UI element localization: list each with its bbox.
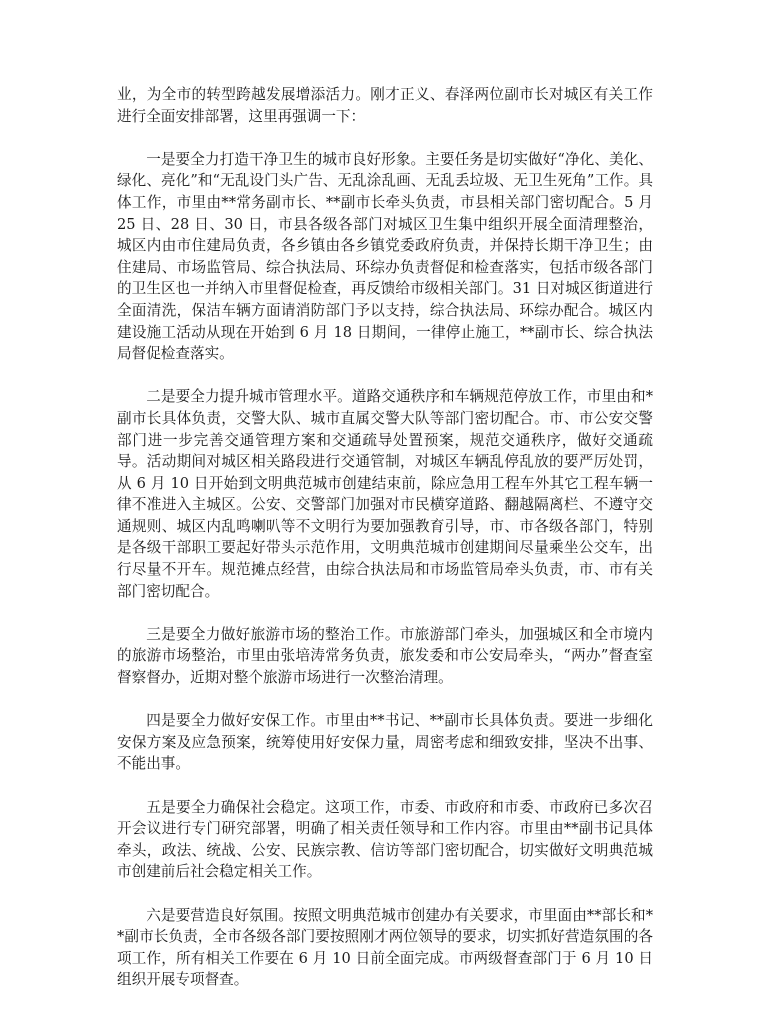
paragraph-stability: 五是要全力确保社会稳定。这项工作，市委、市政府和市委、市政府已多次召开会议进行专门研究部署，明确了相关责任领导和工作内容。市里由**副书记具体牵头，政法、统战、公安、民族宗教、信访等部门密切配合，切实做好文明典范城市创建前后社会稳定相关工作。 <box>117 798 653 881</box>
paragraph-atmosphere: 六是要营造良好氛围。按照文明典范城市创建办有关要求，市里面由**部长和**副市长负责，全市各级各部门要按照刚才两位领导的要求，切实抓好营造氛围的各项工作，所有相关工作要在 6 月 10 日前全面完成。市两级督查部门于 6 月 10 日组织开展专项督查。 <box>117 906 653 989</box>
paragraph-city-management: 二是要全力提升城市管理水平。道路交通秩序和车辆规范停放工作，市里由和*副市长具体负责，交警大队、城市直属交警大队等部门密切配合。市、市公安交警部门进一步完善交通管理方案和交通疏导处置预案，规范交通秩序，做好交通疏导。活动期间对城区相关路段进行交通管制，对城区车辆乱停乱放的要严厉处罚，从 6 月 10 日开始到文明典范城市创建结束前，除应急用工程车外其它工程车辆一律不准进入主城区。公安、交警部门加强对市民横穿道路、翻越隔离栏、不遵守交通规则、城区内乱鸣喇叭等不文明行为要加强教育引导，市、市各级各部门，特别是各级干部职工要起好带头示范作用，文明典范城市创建期间尽量乘坐公交车，出行尽量不开车。规范摊点经营，由综合执法局和市场监管局牵头负责，市、市有关部门密切配合。 <box>117 388 653 600</box>
document-body <box>117 84 653 1013</box>
paragraph-tourism: 三是要全力做好旅游市场的整治工作。市旅游部门牵头，加强城区和全市境内的旅游市场整治，市里由张培涛常务负责，旅发委和市公安局牵头，“两办”督查室督察督办，近期对整个旅游市场进行一次整治清理。 <box>117 625 653 687</box>
paragraph-intro: 业，为全市的转型跨越发展增添活力。刚才正义、春泽两位副市长对城区有关工作进行全面安排部署，这里再强调一下： <box>117 86 653 125</box>
paragraph-security: 四是要全力做好安保工作。市里由**书记、**副市长具体负责。要进一步细化安保方案及应急预案，统筹使用好安保力量，周密考虑和细致安排，坚决不出事、不能出事。 <box>117 712 653 773</box>
paragraph-sanitation: 一是要全力打造干净卫生的城市良好形象。主要任务是切实做好“净化、美化、绿化、亮化”和“无乱设门头广告、无乱涂乱画、无乱丢垃圾、无卫生死角”工作。具体工作，市里由**常务副市长、**副市长牵头负责，市县相关部门密切配合。5 月 25 日、28 日、30 日，市县各级各部门对城区卫生集中组织开展全面清理整治，城区内由市住建局负责，各乡镇由各乡镇党委政府负责，并保持长期干净卫生；由住建局、市场监管局、综合执法局、环综办负责督促和检查落实，包括市级各部门的卫生区也一并纳入市里督促检查，再反馈给市级相关部门。31 日对城区街道进行全面清洗，保洁车辆方面请消防部门予以支持，综合执法局、环综办配合。城区内建设施工活动从现在开始到 6 月 18 日期间，一律停止施工，**副市长、综合执法局督促检查落实。 <box>117 150 653 363</box>
